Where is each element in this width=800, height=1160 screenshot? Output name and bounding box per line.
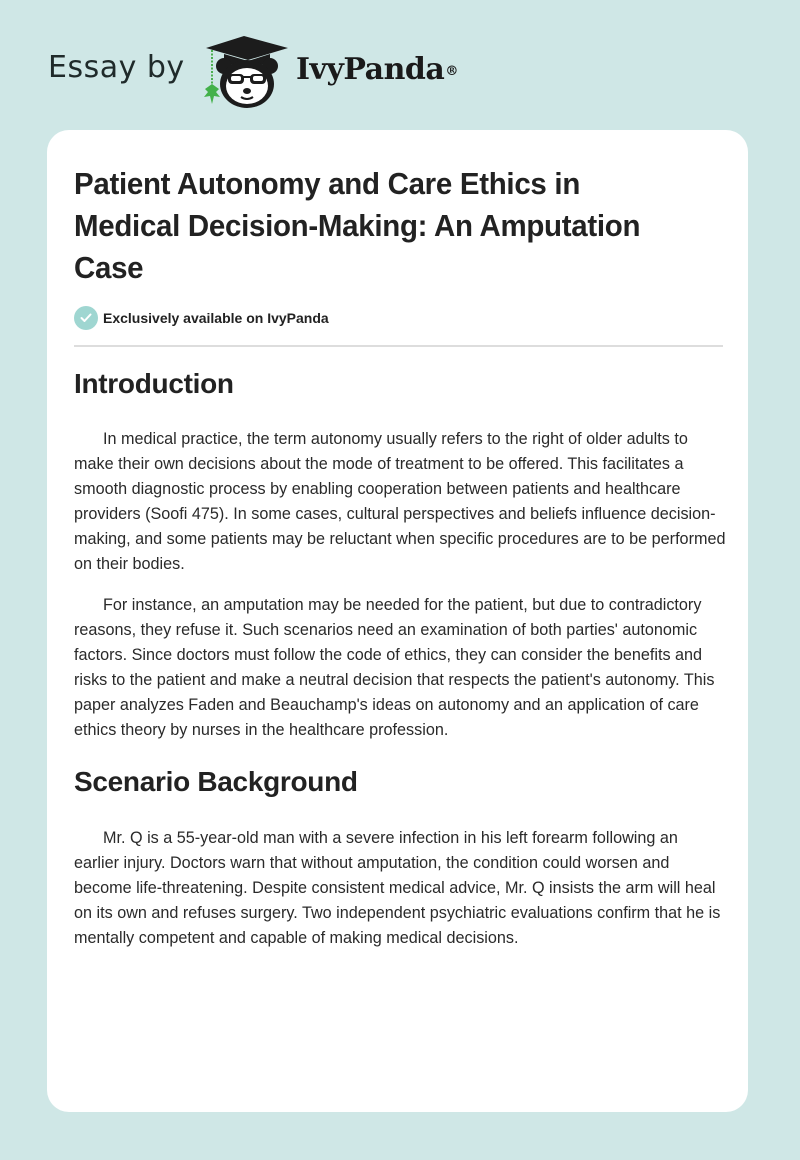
section-heading-introduction: Introduction — [74, 368, 234, 399]
essay-card — [47, 130, 748, 1112]
brand-logo-text[interactable] — [296, 52, 458, 88]
title-divider — [74, 345, 723, 347]
article-body — [74, 362, 726, 951]
registered-mark: ® — [445, 64, 458, 79]
section-heading-scenario-background: Scenario Background — [74, 766, 358, 797]
check-circle-icon — [74, 306, 98, 330]
paragraph: Mr. Q is a 55-year-old man with a severe infection in his left forearm following an earlier injury. Doctors warn that without amputation, the condition could worsen and become life-threatening. Despite consistent medical advice, Mr. Q insists the arm will heal on its own and refuses surgery. Two independent psychiatric evaluations confirm that he is mentally competent and capable of making medical decisions. — [74, 829, 721, 947]
exclusive-badge — [74, 306, 329, 330]
paragraph: For instance, an amputation may be needed for the patient, but due to contradictory reasons, they refuse it. Such scenarios need an examination of both parties' autonomic factors. Since doctors must follow the code of ethics, they can consider the benefits and risks to the patient and make a neutral decision that respects the patient's autonomy. This paper analyzes Faden and Beauchamp's ideas on autonomy and an application of care ethics theory by nurses in the healthcare profession. — [74, 596, 715, 739]
brand-name: IvyPanda — [296, 52, 445, 87]
panda-graduate-icon[interactable] — [200, 34, 292, 110]
exclusive-badge-label: Exclusively available on IvyPanda — [103, 310, 329, 326]
essay-by-label: Essay by — [48, 50, 185, 85]
page-title: Patient Autonomy and Care Ethics in Medical Decision-Making: An Amputation Case — [74, 166, 641, 285]
site-header — [0, 0, 800, 130]
paragraph: In medical practice, the term autonomy usually refers to the right of older adults to make their own decisions about the mode of treatment to be offered. This facilitates a smooth diagnostic process by enabling cooperation between patients and healthcare providers (Soofi 475). In some cases, cultural perspectives and beliefs influence decision-making, and some patients may be reluctant when specific procedures are to be performed on their bodies. — [74, 430, 726, 573]
